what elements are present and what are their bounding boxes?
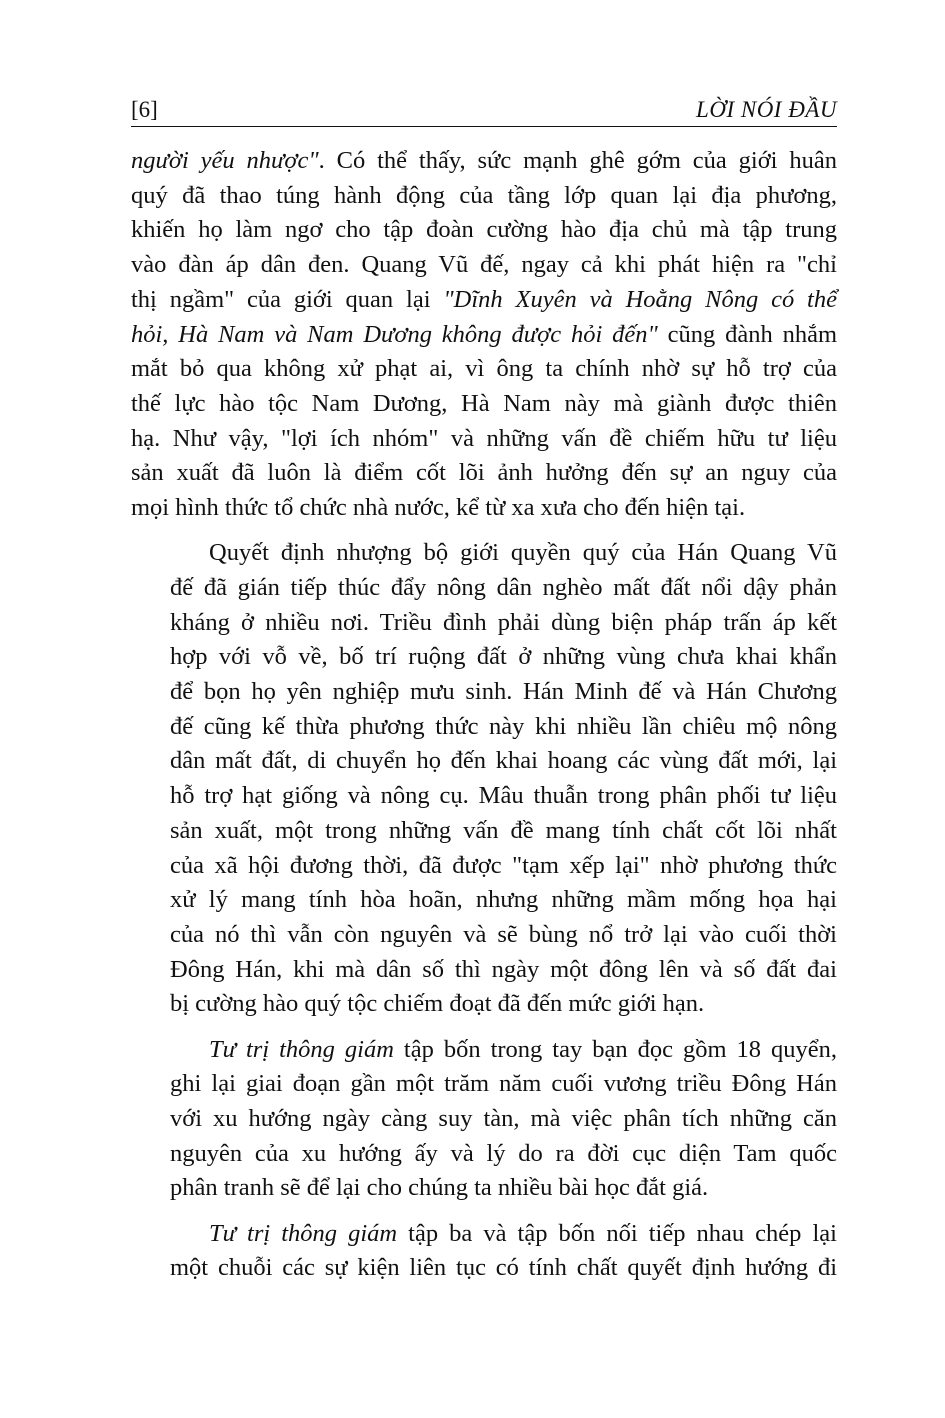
text-line	[131, 387, 837, 422]
chapter-title: LỜI NÓI ĐẦU	[696, 97, 837, 122]
italic-text: hỏi, Hà Nam và Nam Dương không được hỏi đến"	[131, 320, 658, 348]
italic-text: Tư trị thông giám	[209, 1219, 398, 1247]
text-run: đế đã gián tiếp thúc đẩy nông dân nghèo mất đất nổi dậy phản	[170, 573, 837, 601]
text-line	[131, 1251, 837, 1286]
paragraph	[131, 536, 837, 1022]
text-run: thế lực hào tộc Nam Dương, Hà Nam này mà giành được thiên	[131, 389, 837, 417]
text-run: hạ. Như vậy, "lợi ích nhóm" và những vấn đề chiếm hữu tư liệu	[131, 424, 837, 452]
text-line	[131, 491, 837, 526]
text-run: để bọn họ yên nghiệp mưu sinh. Hán Minh đế và Hán Chương	[170, 678, 837, 706]
running-header	[131, 96, 837, 127]
text-run: Quyết định nhượng bộ giới quyền quý của Hán Quang Vũ	[209, 539, 837, 567]
text-run: hợp với vỗ về, bố trí ruộng đất ở những vùng chưa khai khẩn	[170, 643, 837, 671]
paragraph	[131, 144, 837, 526]
text-run: xử lý mang tính hòa hoãn, nhưng những mầm mống họa hại	[170, 886, 837, 914]
text-run: kháng ở nhiều nơi. Triều đình phải dùng biện pháp trấn áp kết	[170, 608, 837, 636]
page-number: [6]	[131, 97, 158, 122]
paragraph	[131, 1217, 837, 1286]
text-run: mọi hình thức tổ chức nhà nước, kể từ xa xưa cho đến hiện tại.	[131, 494, 746, 522]
text-run: tập ba và tập bốn nối tiếp nhau chép lại	[397, 1219, 837, 1247]
text-line	[131, 456, 837, 491]
italic-text: Tư trị thông giám	[209, 1035, 394, 1063]
text-line	[131, 1217, 837, 1252]
text-line	[131, 248, 837, 283]
text-run: nguyên của xu hướng ấy và lý do ra đời cục diện Tam quốc	[170, 1139, 837, 1167]
text-run: hỗ trợ hạt giống và nông cụ. Mâu thuẫn trong phân phối tư liệu	[170, 782, 837, 810]
text-run: mắt bỏ qua không xử phạt ai, vì ông ta chính nhờ sự hỗ trợ của	[131, 355, 837, 383]
text-run: ghi lại giai đoạn gần một trăm năm cuối vương triều Đông Hán	[170, 1070, 837, 1098]
text-line	[131, 883, 837, 918]
text-line	[131, 606, 837, 641]
text-line	[131, 953, 837, 988]
text-line	[131, 814, 837, 849]
text-run: quý đã thao túng hành động của tầng lớp quan lại địa phương,	[131, 181, 837, 209]
text-run: thị ngầm" của giới quan lại	[131, 285, 444, 313]
text-line	[131, 352, 837, 387]
text-run: đế cũng kế thừa phương thức này khi nhiều lần chiêu mộ nông	[170, 712, 837, 740]
text-run: bị cường hào quý tộc chiếm đoạt đã đến mức giới hạn.	[170, 990, 705, 1018]
text-run: sản xuất đã luôn là điểm cốt lõi ảnh hưởng đến sự an nguy của	[131, 459, 837, 487]
text-line	[131, 422, 837, 457]
text-line	[131, 213, 837, 248]
text-line	[131, 675, 837, 710]
text-line	[131, 1033, 837, 1068]
text-line	[131, 536, 837, 571]
text-line	[131, 1171, 837, 1206]
text-line	[131, 571, 837, 606]
text-run: phân tranh sẽ để lại cho chúng ta nhiều bài học đắt giá.	[170, 1174, 709, 1202]
body-text	[131, 144, 837, 1297]
text-line	[131, 779, 837, 814]
text-line	[131, 1137, 837, 1172]
paragraph	[131, 1033, 837, 1207]
italic-text: người yếu nhược"	[131, 147, 319, 174]
text-run: Đông Hán, khi mà dân số thì ngày một đông lên và số đất đai	[170, 955, 837, 983]
text-line	[131, 987, 837, 1022]
text-line	[131, 318, 837, 353]
text-line	[131, 640, 837, 675]
text-line	[131, 179, 837, 214]
text-line	[131, 918, 837, 953]
text-run: của nó thì vẫn còn nguyên và sẽ bùng nổ trở lại vào cuối thời	[170, 920, 837, 948]
text-line	[131, 144, 837, 179]
text-line	[131, 849, 837, 884]
text-line	[131, 744, 837, 779]
text-run: dân mất đất, di chuyển họ đến khai hoang các vùng đất mới, lại	[170, 747, 837, 775]
text-line	[131, 1102, 837, 1137]
text-line	[131, 283, 837, 318]
text-run: tập bốn trong tay bạn đọc gồm 18 quyển,	[393, 1035, 837, 1063]
text-run: của xã hội đương thời, đã được "tạm xếp lại" nhờ phương thức	[170, 851, 837, 879]
text-line	[131, 710, 837, 745]
text-run: một chuỗi các sự kiện liên tục có tính chất quyết định hướng đi	[170, 1254, 837, 1282]
text-line	[131, 1067, 837, 1102]
italic-text: "Dĩnh Xuyên và Hoằng Nông có thể	[443, 285, 837, 313]
text-run: với xu hướng ngày càng suy tàn, mà việc phân tích những căn	[170, 1104, 837, 1132]
text-run: vào đàn áp dân đen. Quang Vũ đế, ngay cả khi phát hiện ra "chỉ	[131, 251, 837, 279]
text-run: cũng đành nhắm	[657, 320, 837, 348]
text-run: sản xuất, một trong những vấn đề mang tính chất cốt lõi nhất	[170, 816, 837, 844]
text-run: . Có thể thấy, sức mạnh ghê gớm của giới huân	[318, 147, 837, 174]
text-run: khiến họ làm ngơ cho tập đoàn cường hào địa chủ mà tập trung	[131, 216, 837, 244]
